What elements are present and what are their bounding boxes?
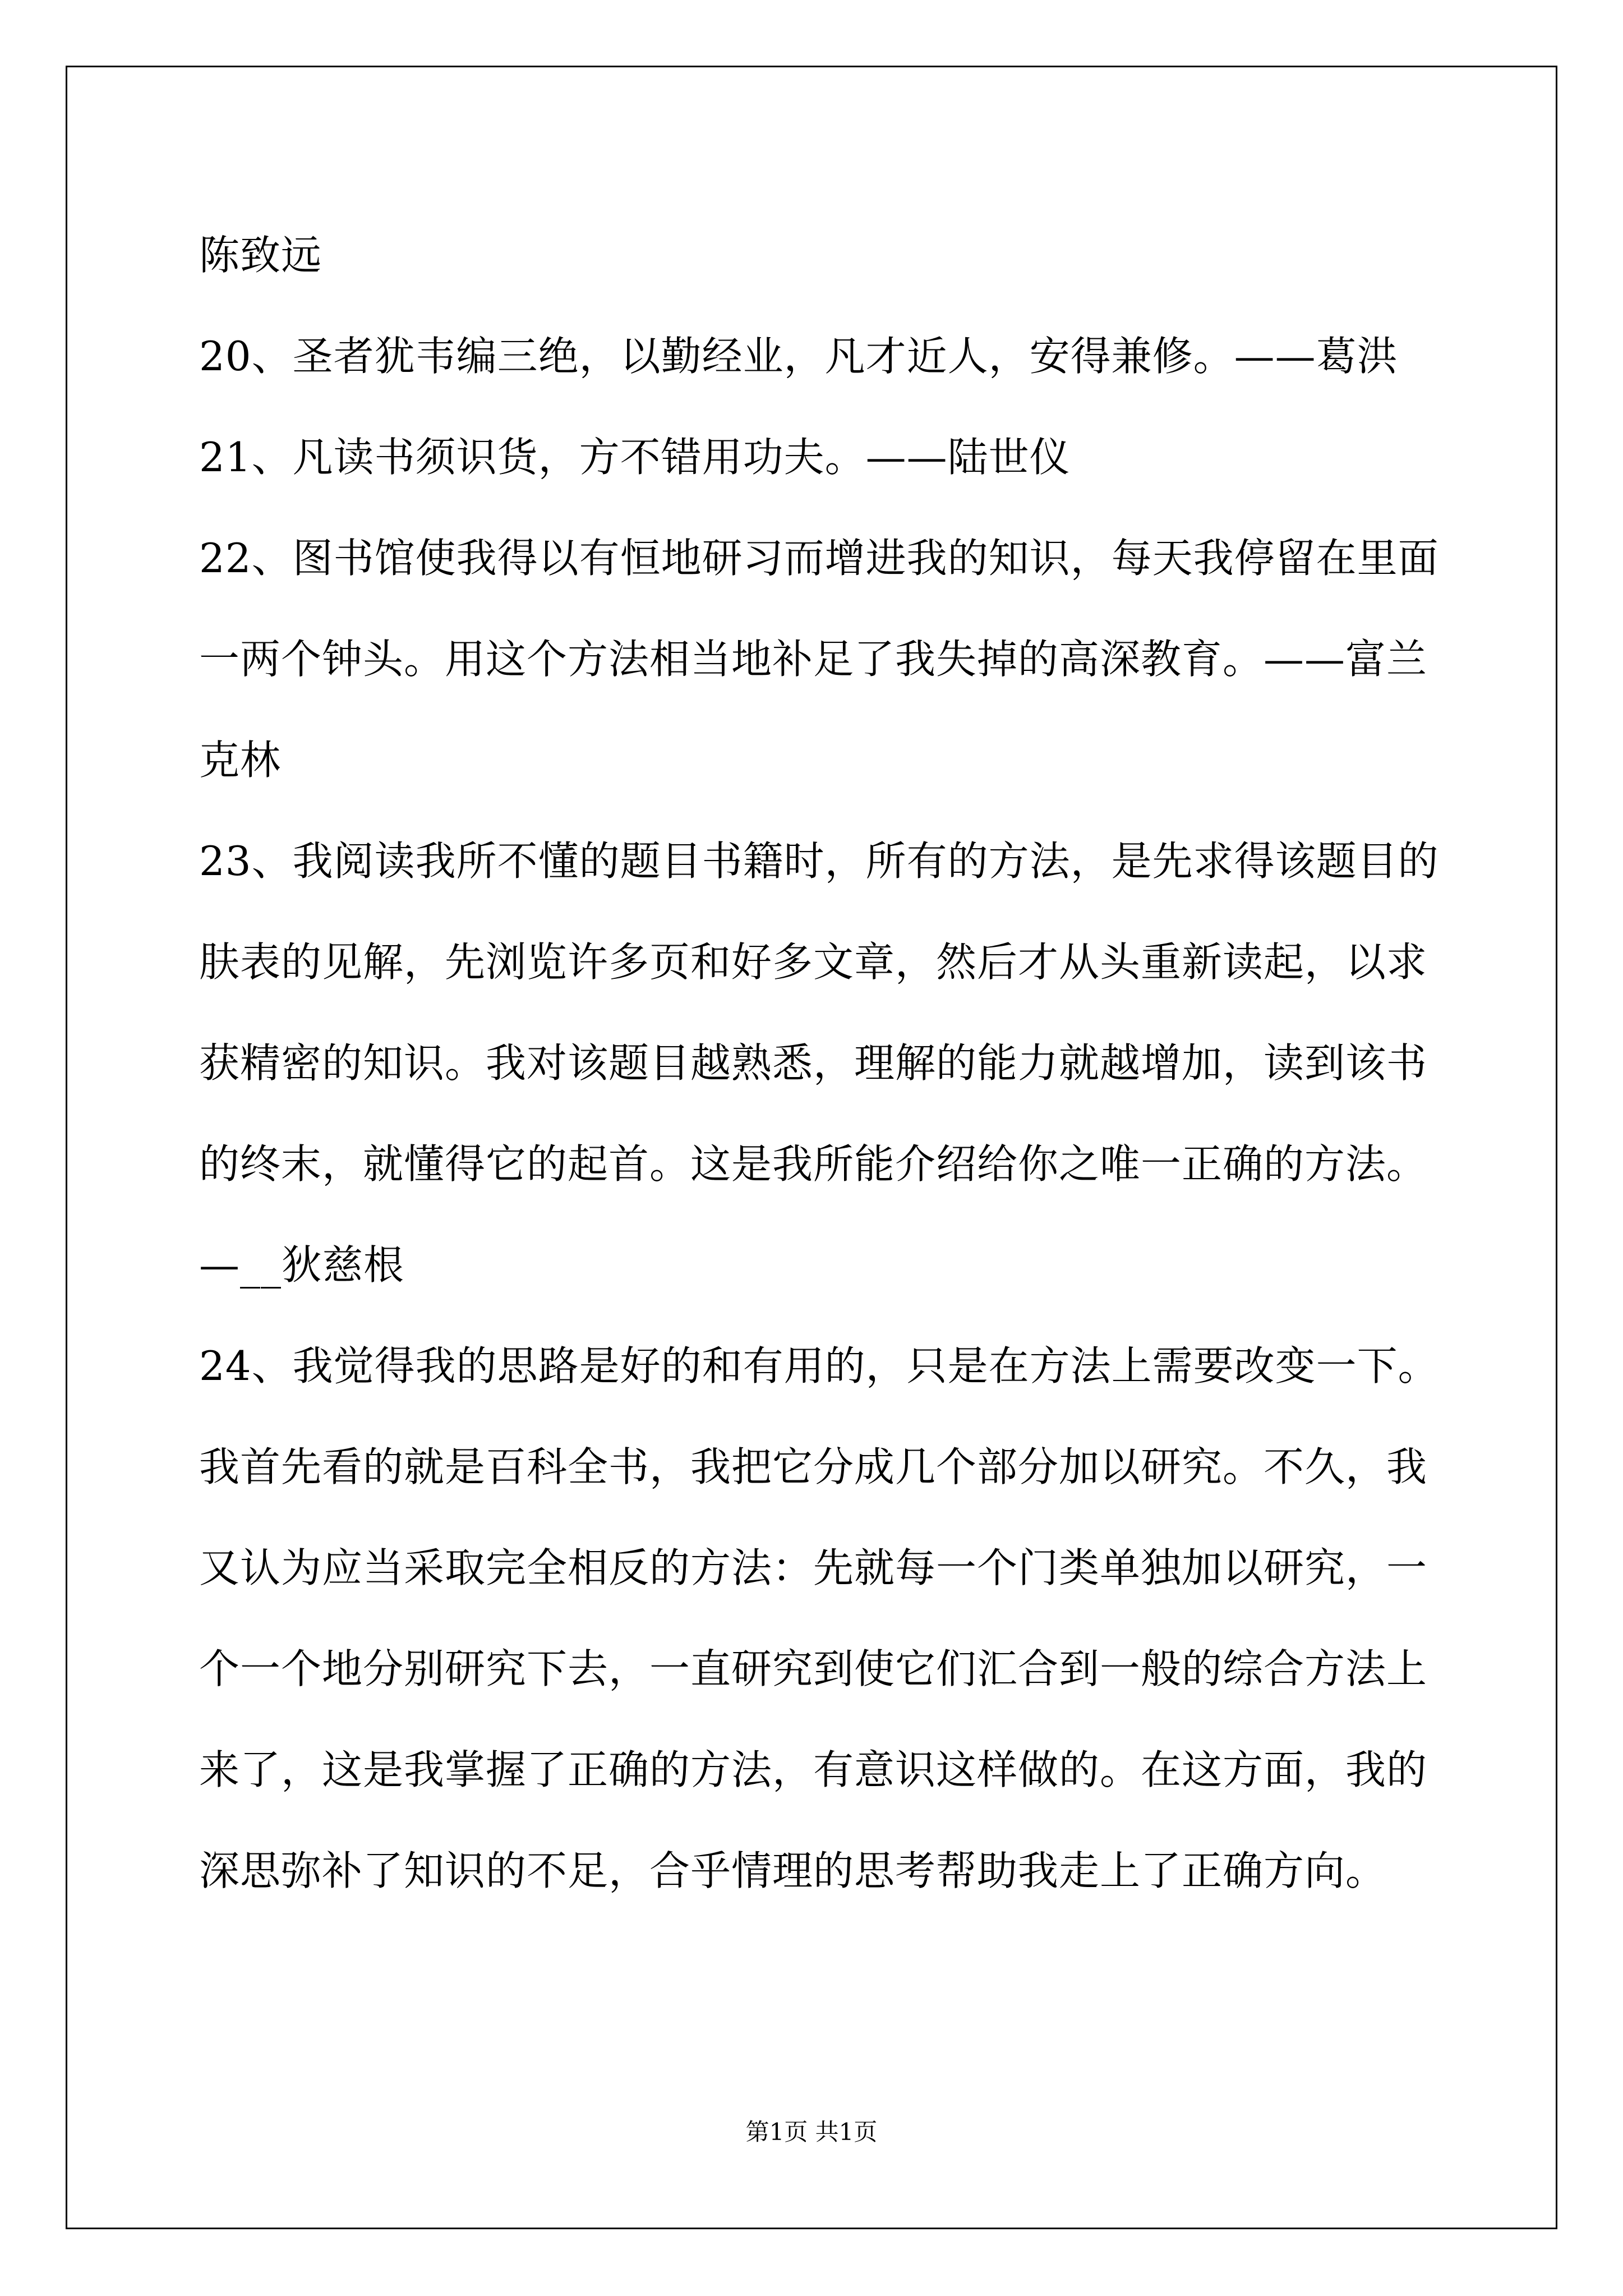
text-line: 的终末，就懂得它的起首。这是我所能介绍给你之唯一正确的方法。 bbox=[199, 1140, 1428, 1188]
text-line: 深思弥补了知识的不足，合乎情理的思考帮助我走上了正确方向。 bbox=[199, 1847, 1387, 1894]
text-line: 20、圣者犹韦编三绝，以勤经业，凡才近人，安得兼修。——葛洪 bbox=[199, 333, 1398, 380]
text-line: 23、我阅读我所不懂的题目书籍时，所有的方法，是先求得该题目的 bbox=[199, 838, 1439, 885]
text-line: 个一个地分别研究下去，一直研究到使它们汇合到一般的综合方法上 bbox=[199, 1645, 1428, 1692]
text-line: 24、我觉得我的思路是好的和有用的，只是在方法上需要改变一下。 bbox=[199, 1342, 1439, 1389]
document-body bbox=[199, 205, 1450, 1921]
text-line: 肤表的见解，先浏览许多页和好多文章，然后才从头重新读起，以求 bbox=[199, 938, 1428, 986]
text-line: 22、图书馆使我得以有恒地研习而增进我的知识，每天我停留在里面 bbox=[199, 535, 1439, 582]
text-line: 获精密的知识。我对该题目越熟悉，理解的能力就越增加，读到该书 bbox=[199, 1039, 1428, 1087]
text-line: 我首先看的就是百科全书，我把它分成几个部分加以研究。不久，我 bbox=[199, 1443, 1428, 1490]
text-line: 一两个钟头。用这个方法相当地补足了我失掉的高深教育。——富兰 bbox=[199, 636, 1428, 683]
text-line: —__狄慈根 bbox=[199, 1241, 405, 1289]
text-line: 克林 bbox=[199, 737, 282, 784]
text-line: 陈致远 bbox=[199, 232, 322, 279]
text-line: 21、凡读书须识货，方不错用功夫。——陆世仪 bbox=[199, 434, 1071, 481]
page-footer: 第1页 共1页 bbox=[745, 2118, 878, 2146]
text-line: 又认为应当采取完全相反的方法：先就每一个门类单独加以研究，一 bbox=[199, 1544, 1428, 1591]
text-line: 来了，这是我掌握了正确的方法，有意识这样做的。在这方面，我的 bbox=[199, 1746, 1428, 1793]
